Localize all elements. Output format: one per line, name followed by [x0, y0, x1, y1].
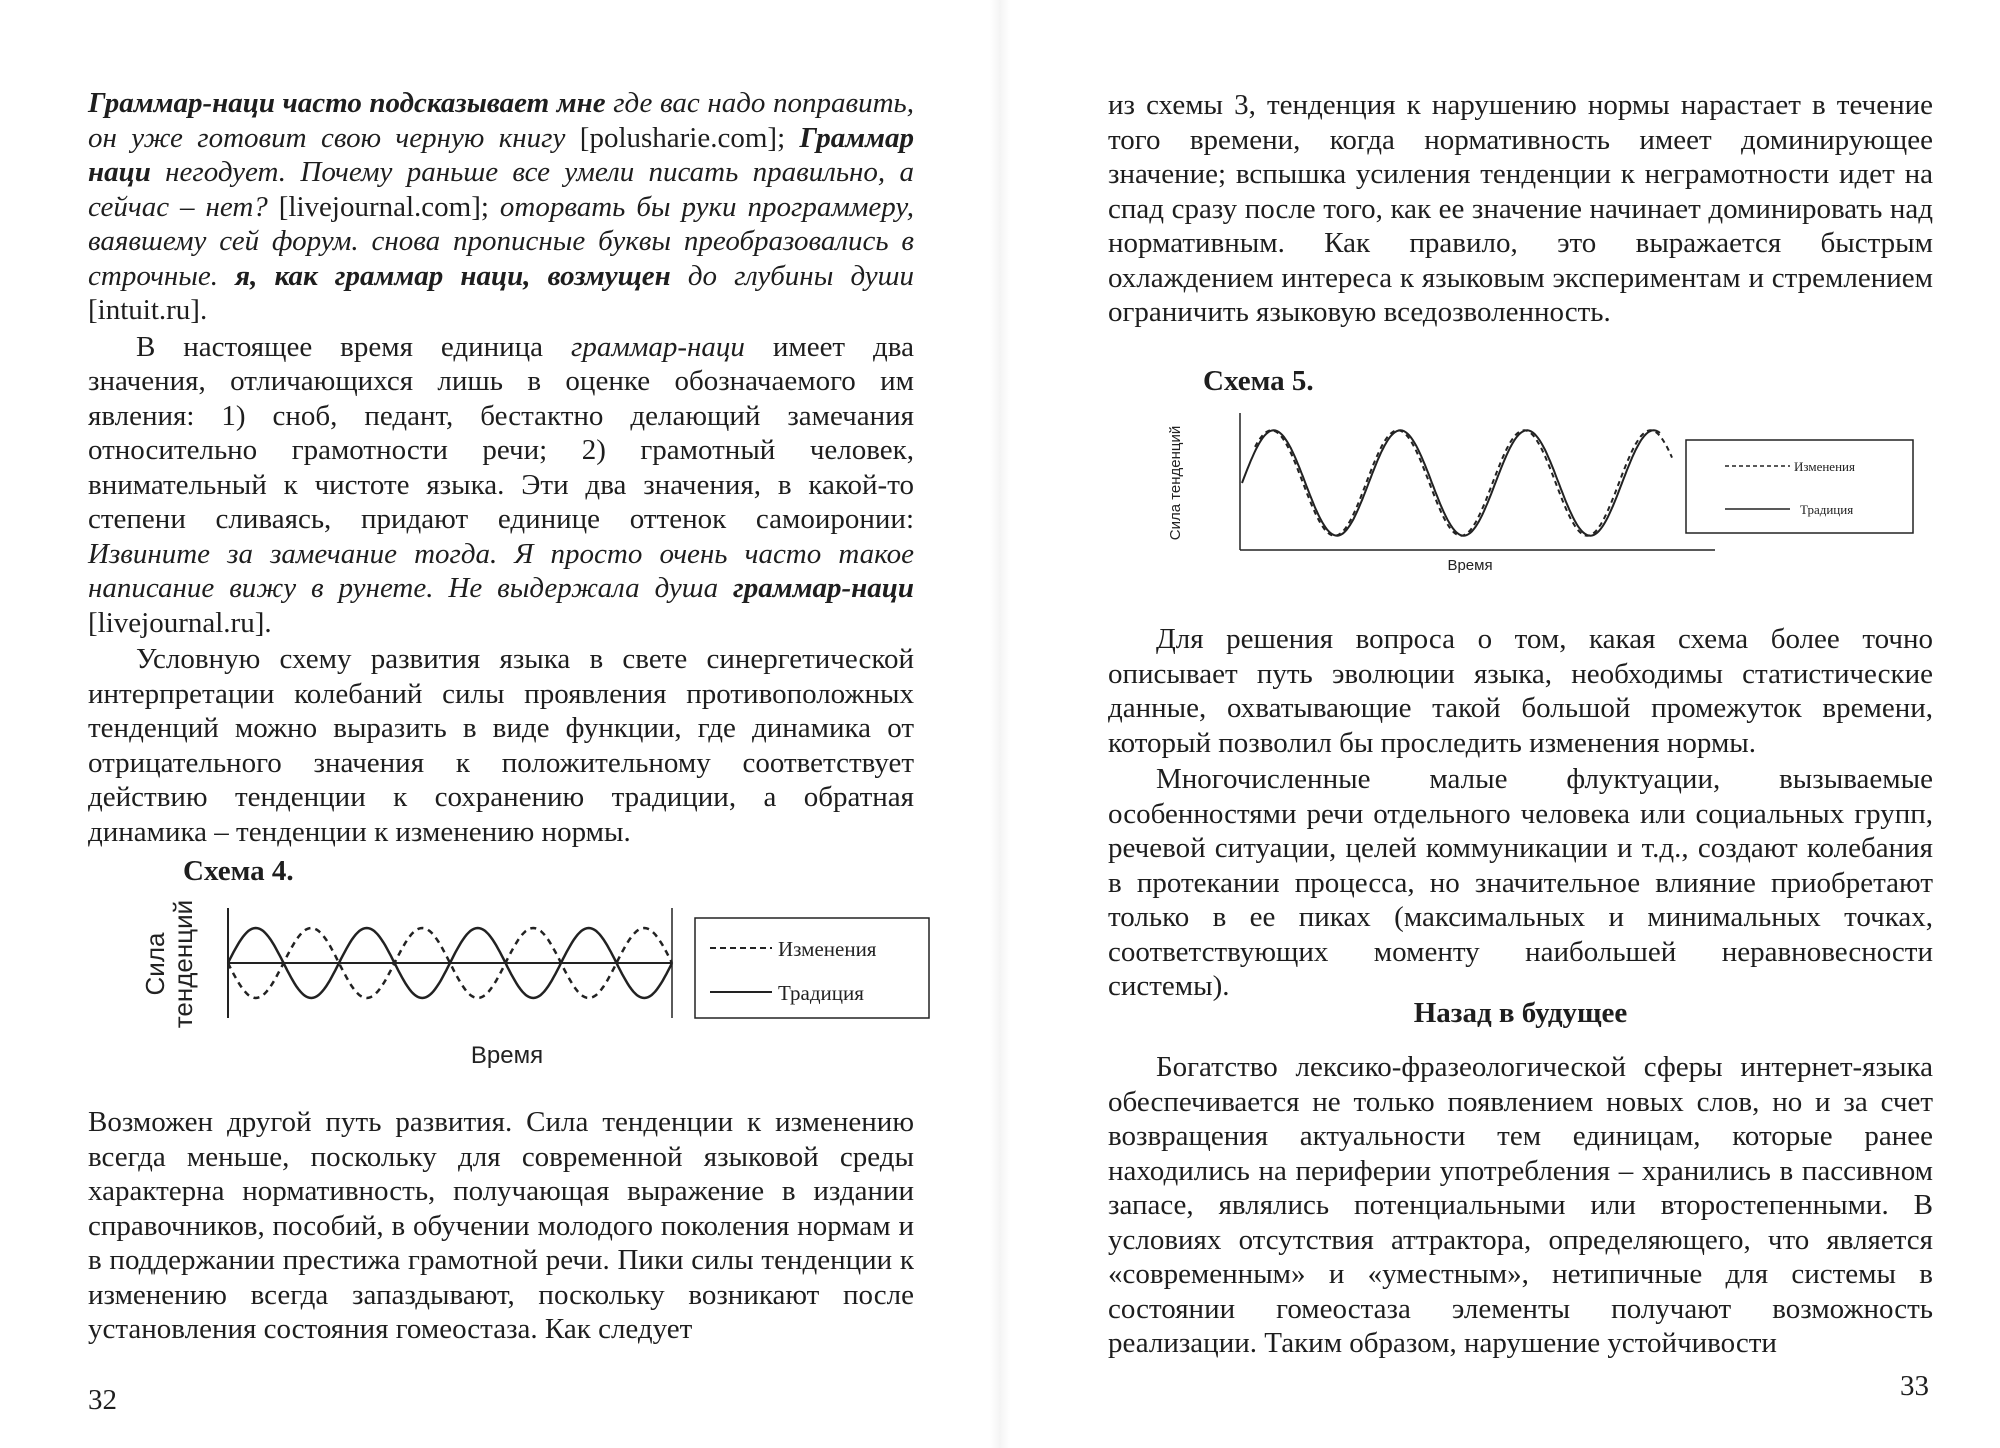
page-number-right: 33	[1900, 1370, 1929, 1402]
paragraph-text: из схемы 3, тенденция к нарушению нормы нарастает в течение того времени, когда нормативность имеет доминирующее значение; вспышка усиления тенденции к неграмотности идет на спад сразу после того, как ее значение начинает доминировать над нормативным. Как правило, это выражается быстрым охлаждением интереса к языковым экспериментам и стремлением ограничить языковую вседозволенность.	[1108, 89, 1933, 328]
left-paragraph-3: Условную схему развития языка в свете синергетической интерпретации колебаний силы проявления противоположных тенденций можно выразить в виде функции, где динамика от отрицательного значения к положительному соответствует действию тенденции к сохранению традиции, а обратная динамика – тенденции к изменению нормы.	[88, 643, 914, 848]
text-italic: Извините за замечание тогда. Я просто очень часто такое написание вижу в рунете. Не выдержала душа	[88, 537, 914, 604]
legend-box	[1686, 440, 1913, 533]
text-bold-italic: я, как граммар наци, возмущен	[235, 259, 671, 292]
text-bold-italic: Граммар-наци часто подсказывает мне	[88, 87, 606, 119]
text-italic: до глубины души	[670, 259, 915, 292]
x-axis-label: Время	[470, 1042, 544, 1069]
text-run: имеет два значения, отличающихся лишь в оценке обозначаемого им явления: 1) сноб, педант, бестактно делающий замечания относительно грамотности речи; 2) грамотный человек, внимательный к чистоте языка. Эти два значения, в какой-то степени сливаясь, придают единице оттенок самоиронии:	[88, 330, 914, 535]
y-axis-label-line1: Сила	[140, 932, 170, 996]
page-number-left: 32	[88, 1384, 117, 1416]
legend-changes-label: Изменения	[778, 937, 877, 961]
schema-5-chart	[1160, 405, 1940, 580]
right-paragraph-4	[1108, 1050, 1933, 1361]
source-ref: [livejournal.ru].	[88, 606, 272, 639]
legend-tradition-label: Традиция	[778, 981, 864, 1005]
text-italic: где вас надо поправить, он уже готовит свою черную книгу	[88, 87, 914, 154]
source-ref: [intuit.ru].	[88, 294, 208, 326]
right-paragraph-3: Многочисленные малые флуктуации, вызываемые особенностями речи отдельного человека или социальных групп, речевой ситуации, целей коммуникации и т.д., создают колебания в протекании процесса, но значительное влияние приобретают только в ее пиках (максимальных и минимальных точках, соответствующих моменту наибольшей неравновесности системы).	[1108, 763, 1933, 1002]
paragraph-text: Богатство лексико-фразеологической сферы интернет-языка обеспечивается не только появлением новых слов, но и за счет возвращения актуальности тем единицам, которые ранее находились на периферии употребления – хранились в пассивном запасе, являлись потенциальными или второстепенными. В условиях отсутствия аттрактора, определяющего, что является «современным» и «уместным», нетипичные для системы в состоянии гомеостаза элементы получают возможность реализации. Таким образом, нарушение устойчивости	[1108, 1051, 1933, 1359]
legend-tradition-label: Традиция	[1800, 502, 1854, 517]
section-heading: Назад в будущее	[1413, 997, 1628, 1029]
schema-5-title: Схема 5.	[1203, 365, 1314, 397]
text-bold-italic: граммар-наци	[733, 572, 914, 604]
text-italic: граммар-наци	[571, 330, 745, 363]
right-paragraph-1	[1108, 88, 1933, 330]
y-axis-label: Сила тенденций	[1167, 425, 1184, 541]
paragraph-text: Возможен другой путь развития. Сила тенденции к изменению всегда меньше, поскольку для современной языковой среды характерна нормативность, получающая выражение в издании справочников, пособий, в обучении молодого поколения нормам и в поддержании престижа грамотной речи. Пики силы тенденции к изменению всегда запаздывают, поскольку возникают после установления состояния гомеостаза. Как следует	[88, 1106, 914, 1345]
source-ref: [livejournal.com];	[278, 190, 500, 223]
text-italic: оторвать бы руки программеру, ваявшему сей форум. снова прописные буквы преобразовались в строчные.	[88, 190, 914, 292]
source-ref: [polusharie.com];	[579, 121, 800, 154]
text-italic: негодует. Почему раньше все умели писать правильно, а сейчас – нет?	[88, 156, 914, 223]
y-axis-label-line2: тенденций	[168, 899, 198, 1029]
right-paragraph-2	[1108, 622, 1933, 1004]
text-run: В настоящее время единица	[136, 330, 571, 363]
text-bold-italic: Граммар наци	[88, 121, 914, 188]
legend-changes-label: Изменения	[1794, 459, 1855, 474]
paragraph-text: Для решения вопроса о том, какая схема более точно описывает путь эволюции языка, необходимы статистические данные, охватывающие такой большой промежуток времени, который позволил бы проследить изменения нормы.	[1108, 623, 1933, 759]
x-axis-label: Время	[1447, 557, 1493, 574]
schema-4-title: Схема 4.	[183, 855, 294, 887]
series-changes-line	[1255, 430, 1672, 535]
series-tradition-line	[1242, 430, 1660, 535]
